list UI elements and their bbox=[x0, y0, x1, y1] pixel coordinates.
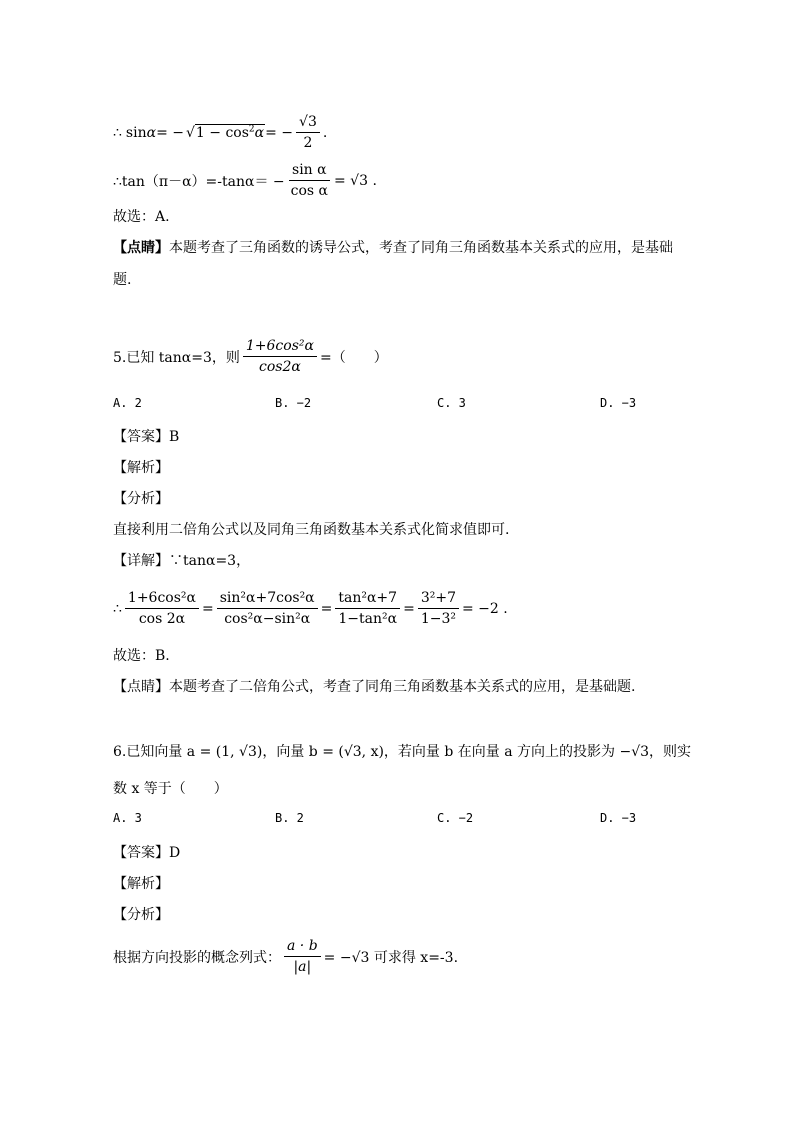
q6-last-line bbox=[113, 936, 458, 977]
q5-calculation: ∴ $\frac{\text{1+6cos²α}}{\cos 2\alpha}$ = $\frac{\text{sin²α+7cos²α}}{\text{cos²α−sin²α}}$ = $\frac{\text{tan²α+7}}{\text{1−tan²α}}$ = $\frac{\text{3²+7}}{\text{1−3²}}$ = −2 . bbox=[113, 590, 508, 627]
calc-result: = −2 . bbox=[461, 600, 508, 617]
q6-fenxi: 【分析】 bbox=[113, 907, 169, 923]
q5-analysis: 【解析】 bbox=[113, 460, 169, 476]
fraction-sqrt3-over-2: $\frac{√3}{2}$ bbox=[296, 112, 320, 153]
prev-choose: 故选：A. bbox=[113, 209, 170, 225]
q5-comment: 【点睛】本题考查了二倍角公式，考查了同角三角函数基本关系式的应用，是基础题. bbox=[113, 679, 636, 695]
therefore-symbol: ∴ bbox=[113, 124, 122, 141]
q6-option-d: D. −3 bbox=[600, 811, 637, 825]
q5-detail: 【详解】∵tanα=3， bbox=[113, 553, 251, 569]
sin-text: sin bbox=[125, 124, 147, 141]
q5-stem-fraction: $\frac{\text{1+6cos²α}}{\cos 2\alpha}$ bbox=[243, 336, 317, 377]
q6-stem-line1: 6.已知向量 a = (1, √3)，向量 b = (√3, x)，若向量 b 在向量 a 方向上的投影为 −√3，则实 bbox=[113, 744, 692, 760]
q6-last-prefix: 根据方向投影的概念列式： bbox=[113, 949, 281, 966]
q6-option-a: A. 3 bbox=[113, 811, 142, 825]
sin-over-cos-fraction: $\frac{\text{sin α}}{\text{cos α}}$ bbox=[290, 162, 328, 199]
tan-result: = √3 . bbox=[334, 172, 377, 189]
q5-stem-prefix: 5.已知 tanα=3，则 bbox=[113, 349, 240, 366]
equals-minus: = − bbox=[156, 124, 184, 141]
calc-fraction-1: $\frac{\text{1+6cos²α}}{\cos 2\alpha}$ bbox=[125, 588, 199, 629]
q6-last-suffix: = −√3 可求得 x=-3. bbox=[323, 949, 459, 966]
calc-fraction-2: $\frac{\text{sin²α+7cos²α}}{\text{cos²α−sin²α}}$ bbox=[217, 588, 318, 629]
q6-option-b: B. 2 bbox=[275, 811, 304, 825]
q6-analysis: 【解析】 bbox=[113, 876, 169, 892]
comment-text: 本题考查了三角函数的诱导公式，考查了同角三角函数基本关系式的应用，是基础 bbox=[169, 240, 673, 256]
q5-stem bbox=[113, 336, 388, 377]
q5-option-c: C. 3 bbox=[437, 396, 466, 410]
q5-option-a: A. 2 bbox=[113, 396, 142, 410]
q5-option-d: D. −3 bbox=[600, 396, 637, 410]
calc-fraction-4: $\frac{\text{3²+7}}{\text{1−3²}}$ bbox=[418, 588, 459, 629]
tan-prefix: ∴tan（π－α）=-tanα＝ − bbox=[113, 173, 285, 190]
q5-fenxi-text: 直接利用二倍角公式以及同角三角函数基本关系式化简求值即可. bbox=[113, 522, 510, 538]
equals-minus-2: = − bbox=[265, 124, 294, 141]
q6-option-c: C. −2 bbox=[437, 811, 474, 825]
q5-answer: 【答案】B bbox=[113, 429, 180, 445]
q6-stem-line2: 数 x 等于（ ） bbox=[113, 781, 228, 797]
q5-fenxi: 【分析】 bbox=[113, 491, 169, 507]
q5-option-b: B. −2 bbox=[275, 396, 312, 410]
q5-choose: 故选：B. bbox=[113, 648, 170, 664]
prev-comment-cont: 题. bbox=[113, 272, 132, 288]
prev-comment bbox=[113, 237, 673, 257]
alpha-symbol: α bbox=[146, 124, 157, 141]
sin-equation: ∴ sin α = − √ $1 - \cos^2\alpha$ = − $\frac{√3}{2}$ . bbox=[113, 114, 328, 151]
projection-fraction: $\frac{a \cdot b}{|a|}$ bbox=[284, 936, 321, 977]
q6-answer: 【答案】D bbox=[113, 845, 181, 861]
calc-fraction-3: $\frac{\text{tan²α+7}}{\text{1−tan²α}}$ bbox=[335, 588, 400, 629]
comment-tag: 【点睛】 bbox=[113, 240, 169, 256]
tan-equation bbox=[113, 160, 377, 201]
q5-stem-suffix: =（ ） bbox=[319, 349, 388, 366]
sqrt-expression: $1 - \cos^2\alpha$ bbox=[195, 124, 265, 141]
